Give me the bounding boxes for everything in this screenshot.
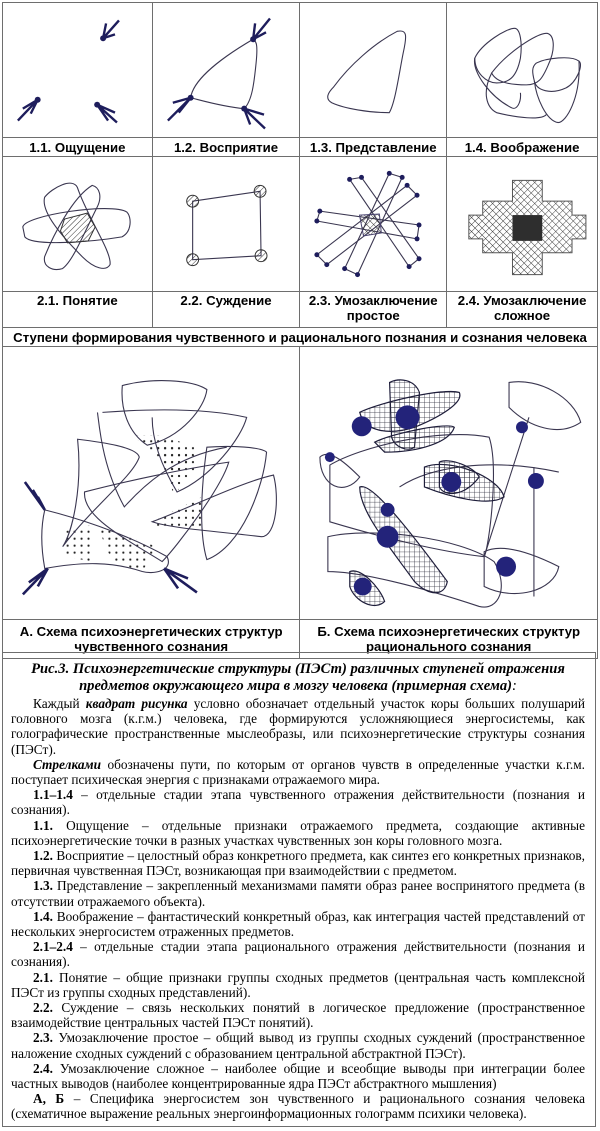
scheme-a-drawing xyxy=(3,347,299,619)
imagination-drawing xyxy=(447,3,597,137)
label-line: 2.4. Умозаключение xyxy=(457,293,587,308)
para-text: условно обозначает отдельный участок коры больших полушарий головного мозга (к.г.м.) человека, где формируются усложняющиеся энергосистемы, как голографические пространственные мыслеобразы, или психоэнергетические структуры сознания (ПЭСт). xyxy=(11,696,585,757)
caption-title-line: Рис.3. Психоэнергетические структуры (ПЭСт) различных ступеней отражения xyxy=(31,661,565,677)
caption-paragraph xyxy=(11,939,585,969)
para-text: – отдельные стадии этапа чувственного отражения действительности (познания и сознания). xyxy=(11,787,585,818)
caption-paragraph xyxy=(11,696,585,757)
label-sensation: 1.1. Ощущение xyxy=(3,138,153,157)
para-text: Воображение – фантастический конкретный образ, как интеграция частей представлений от нескольких энергосистем отраженных предметов. xyxy=(11,908,585,940)
caption-paragraph xyxy=(11,818,585,848)
para-text: Умозаключение простое – общий вывод из группы сходных суждений (пространственное наложение сходных суждений с образованием центральной абстрактной ПЭСт). xyxy=(11,1030,585,1061)
para-text: – отдельные стадии этапа рационального отражения действительности (познания и сознания). xyxy=(11,939,585,970)
para-text: обозначены пути, по которым от органов чувств в определенные участки к.г.м. поступает психическая энергия с признаками отражаемого мира. xyxy=(11,756,585,788)
arrow-icon xyxy=(100,20,119,41)
caption-title xyxy=(11,661,585,695)
caption-paragraph xyxy=(11,970,585,1000)
label-line: рационального сознания xyxy=(366,639,532,654)
para-lead: 1.1–1.4 xyxy=(33,787,73,803)
para-text: Суждение – связь нескольких понятий в логическое предложение (пространственное взаимодействие центральных частей ПЭСт понятий). xyxy=(11,1000,585,1031)
complex-inference-drawing xyxy=(447,157,597,291)
para-text: Восприятие – целостный образ конкретного предмета, как синтез его конкретных признаков, первичная чувственная ПЭСт, возникающая при взаимодействии с предметом. xyxy=(11,848,585,879)
caption-paragraph xyxy=(11,909,585,939)
label-complex-inference xyxy=(447,292,598,328)
para-text: – Специфика энергосистем зон чувственного и рационального сознания человека (схематичное выражение реальных энергоинформационных голограмм психики человека). xyxy=(11,1091,585,1122)
panel-complex-inference xyxy=(447,157,598,292)
panel-representation xyxy=(300,3,447,138)
label-line: 2.3. Умозаключение xyxy=(308,293,438,308)
para-lead: 2.1. xyxy=(33,969,53,985)
label-line: чувственного сознания xyxy=(74,639,229,654)
para-lead: 1.2. xyxy=(33,848,53,864)
caption-paragraph xyxy=(11,1061,585,1091)
label-line: А. Схема психоэнергетических структур xyxy=(19,624,283,639)
caption-paragraph xyxy=(11,1000,585,1030)
para-lead: 2.3. xyxy=(33,1030,53,1046)
scheme-b-drawing xyxy=(300,347,597,619)
caption-paragraph xyxy=(11,1091,585,1121)
panel-scheme-a xyxy=(3,347,300,620)
para-text: Понятие – общие признаки группы сходных предметов (центральная часть комплексной ПЭСт из группы сходных представлений). xyxy=(11,969,585,1000)
arrow-icon xyxy=(23,569,48,595)
para-emph: квадрат рисунка xyxy=(85,696,188,711)
para-text: Умозаключение сложное – наиболее общие и всеобщие выводы при интеграции более частных выводов (наиболее концентрированные ядра ПЭСт абстрактного мышления) xyxy=(11,1060,585,1092)
caption-paragraph xyxy=(11,878,585,908)
perception-drawing xyxy=(153,3,300,137)
panel-sensation xyxy=(3,3,153,138)
label-judgement xyxy=(152,292,300,328)
panel-scheme-b xyxy=(300,347,598,620)
representation-drawing xyxy=(300,3,446,137)
panel-simple-inference xyxy=(300,157,447,292)
figure-table xyxy=(2,2,598,659)
caption-title-colon: : xyxy=(512,678,517,694)
label-concept xyxy=(3,292,153,328)
caption-box xyxy=(2,652,596,1127)
panel-imagination xyxy=(447,3,598,138)
caption-paragraph xyxy=(11,757,585,787)
stages-title: Ступени формирования чувственного и рационального познания и сознания человека xyxy=(3,328,598,347)
caption-paragraph xyxy=(11,1030,585,1060)
para-lead: 2.2. xyxy=(33,1000,53,1016)
judgement-drawing xyxy=(153,157,300,291)
panel-concept xyxy=(3,157,153,292)
para-lead: 2.1–2.4 xyxy=(33,939,73,955)
panel-perception xyxy=(152,3,300,138)
arrow-icon xyxy=(25,482,45,510)
para-lead: 1.1. xyxy=(33,817,53,833)
label-representation: 1.3. Представление xyxy=(300,138,447,157)
label-simple-inference xyxy=(300,292,447,328)
arrow-icon xyxy=(94,102,117,123)
sensation-drawing xyxy=(3,3,152,137)
label-line: Б. Схема психоэнергетических структур xyxy=(317,624,581,639)
panel-judgement xyxy=(152,157,300,292)
label-line: 2.2. Суждение xyxy=(180,293,272,308)
arrow-icon xyxy=(164,569,197,593)
para-lead: А, Б xyxy=(33,1091,65,1107)
label-line: простое xyxy=(346,308,400,323)
simple-inference-drawing xyxy=(300,157,446,291)
label-line: сложное xyxy=(494,308,551,323)
label-perception: 1.2. Восприятие xyxy=(152,138,300,157)
para-text: Ощущение – отдельные признаки отражаемого предмета, создающие активные психоэнергетические точки в разных участках чувственных зон коры головного мозга. xyxy=(11,817,585,848)
caption-paragraph xyxy=(11,848,585,878)
label-imagination: 1.4. Воображение xyxy=(447,138,598,157)
para-lead: 2.4. xyxy=(33,1060,53,1076)
arrow-icon xyxy=(18,97,41,121)
para-prefix: Каждый xyxy=(33,696,86,711)
para-text: Представление – закрепленный механизмами памяти образ ранее воспринятого предмета (в отсутствии отражаемого объекта). xyxy=(11,878,585,909)
para-emph: Стрелками xyxy=(33,756,102,772)
caption-paragraph xyxy=(11,787,585,817)
caption-title-line: предметов окружающего мира в мозгу человека (примерная схема) xyxy=(79,678,513,694)
para-lead: 1.4. xyxy=(33,908,53,924)
para-lead: 1.3. xyxy=(33,878,53,894)
label-line: 2.1. Понятие xyxy=(36,293,118,308)
concept-drawing xyxy=(3,157,152,291)
